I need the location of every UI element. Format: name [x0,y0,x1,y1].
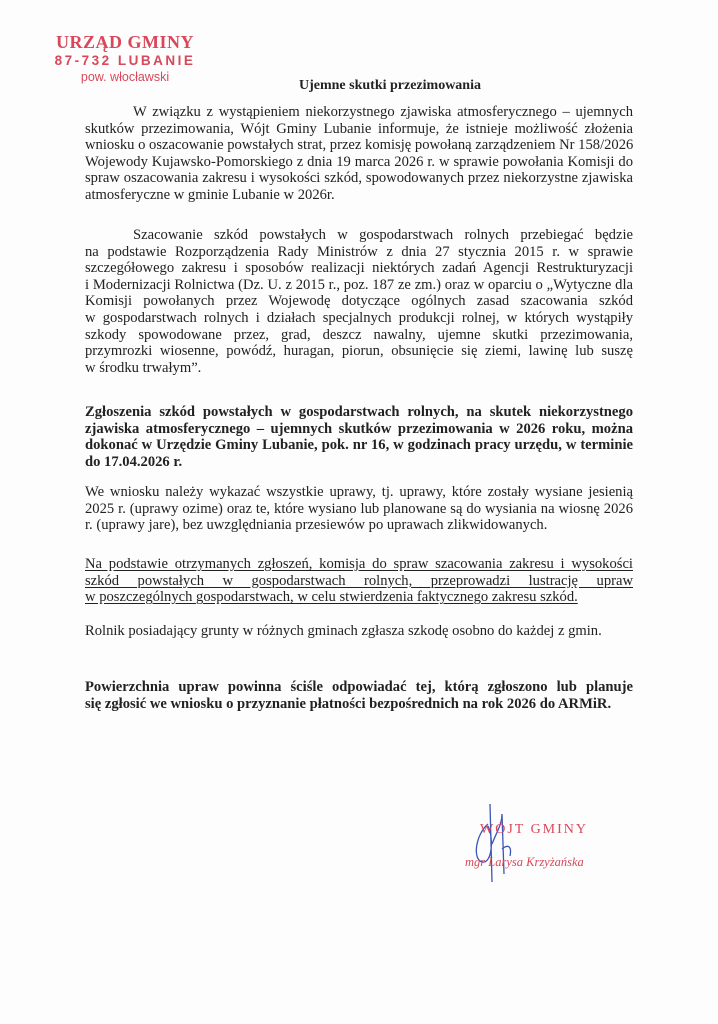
paragraph-submission-deadline [85,404,633,470]
text-line: wniosku o oszacowanie powstałych strat, przez komisję powołaną zarządzeniem Nr 158/2026 [85,137,634,154]
text-line: skutków przezimowania, Wójt Gminy Lubanie informuje, że istnieje możliwość złożenia [85,120,633,137]
text-line: Komisji powołanych przez Wojewodę dotyczące ogólnych zasad szacowania szkód [85,293,633,310]
stamp-county: pow. włocławski [80,70,170,84]
text-line: 2025 r. (uprawy ozime) oraz te, które wysiano lub planowane są do wysiania na wiosnę 2026 [85,500,633,517]
text-line: Wojewody Kujawsko-Pomorskiego z dnia 19 marca 2026 r. w sprawie powołania Komisji do [85,153,633,170]
text-line: i Modernizacji Rolnictwa (Dz. U. z 2015 r., poz. 187 ze zm.) oraz w oparciu o „Wytyczne dla [85,276,633,293]
text-line: się zgłosić we wniosku o przyznanie płatności bezpośrednich na rok 2026 do ARMiR. [85,695,612,712]
text-line: W związku z wystąpieniem niekorzystnego zjawiska atmosferycznego – ujemnych [133,104,633,120]
text-line: w środku trwałym”. [85,359,202,376]
text-line: dokonać w Urzędzie Gminy Lubanie, pok. nr 16, w godzinach pracy urzędu, w terminie [85,437,633,454]
signatory-name: mgr Larysa Krzyżańska [465,855,584,869]
text-line: spraw oszacowania zakresu i wysokości szkód, spowodowanych przez niekorzystne zjawiska [85,170,633,187]
text-line: Rolnik posiadający grunty w różnych gminach zgłasza szkodę osobno do każdej z gmin. [85,623,602,639]
text-line: r. (uprawy jare), bez uwzględniania przesiewów po uprawach zlikwidowanych. [85,517,548,534]
text-line: do 17.04.2026 r. [85,453,183,470]
stamp-office-name: URZĄD GMINY [56,32,194,52]
paragraph-multiple-communes [85,623,633,640]
text-line: przymrozki wiosenne, powódź, huragan, piorun, obsunięcie się ziemi, lawinę lub suszę [85,343,633,360]
document-title: Ujemne skutki przezimowania [299,78,481,93]
text-line: szkody spowodowane przez, grad, deszcz nawalny, ujemne skutki przezimowania, [85,326,633,343]
text-line: Na podstawie otrzymanych zgłoszeń, komisja do spraw szacowania zakresu i wysokości [85,556,633,572]
stamp-postal-code: 87-732 LUBANIE [54,53,196,68]
paragraph-inspection [85,556,633,606]
signature-title: WÓJT GMINY [480,822,589,837]
paragraph-intro [85,104,633,204]
paragraph-legal-basis [85,227,633,376]
text-line: Zgłoszenia szkód powstałych w gospodarstwach rolnych, na skutek niekorzystnego [85,404,633,420]
paragraph-area-note [85,679,633,712]
text-line: Szacowanie szkód powstałych w gospodarstwach rolnych przebiegać będzie [133,227,633,243]
text-line: Powierzchnia upraw powinna ściśle odpowiadać tej, którą zgłoszono lub planuje [85,679,633,695]
text-line: w gospodarstwach rolnych i działach specjalnych produkcji rolnej, w których wystąpiły [85,309,633,326]
text-line: zjawiska atmosferycznego – ujemnych skutków przezimowania w 2026 roku, można [85,420,633,437]
text-line: szczegółowego zakresu i sposobów realizacji niektórych zadań Agencji Restrukturyzacji [85,260,633,277]
text-line: w poszczególnych gospodarstwach, w celu stwierdzenia faktycznego zakresu szkód. [85,589,578,606]
text-line: atmosferyczne w gminie Lubanie w 2026r. [85,186,335,203]
paragraph-crops [85,484,633,534]
text-line: na podstawie Rozporządzenia Rady Ministrów z dnia 27 stycznia 2015 r. w sprawie [85,243,633,260]
text-line: szkód powstałych w gospodarstwach rolnych, przeprowadzi lustrację upraw [85,572,633,589]
text-line: We wniosku należy wykazać wszystkie uprawy, tj. uprawy, które zostały wysiane jesienią [85,484,633,500]
